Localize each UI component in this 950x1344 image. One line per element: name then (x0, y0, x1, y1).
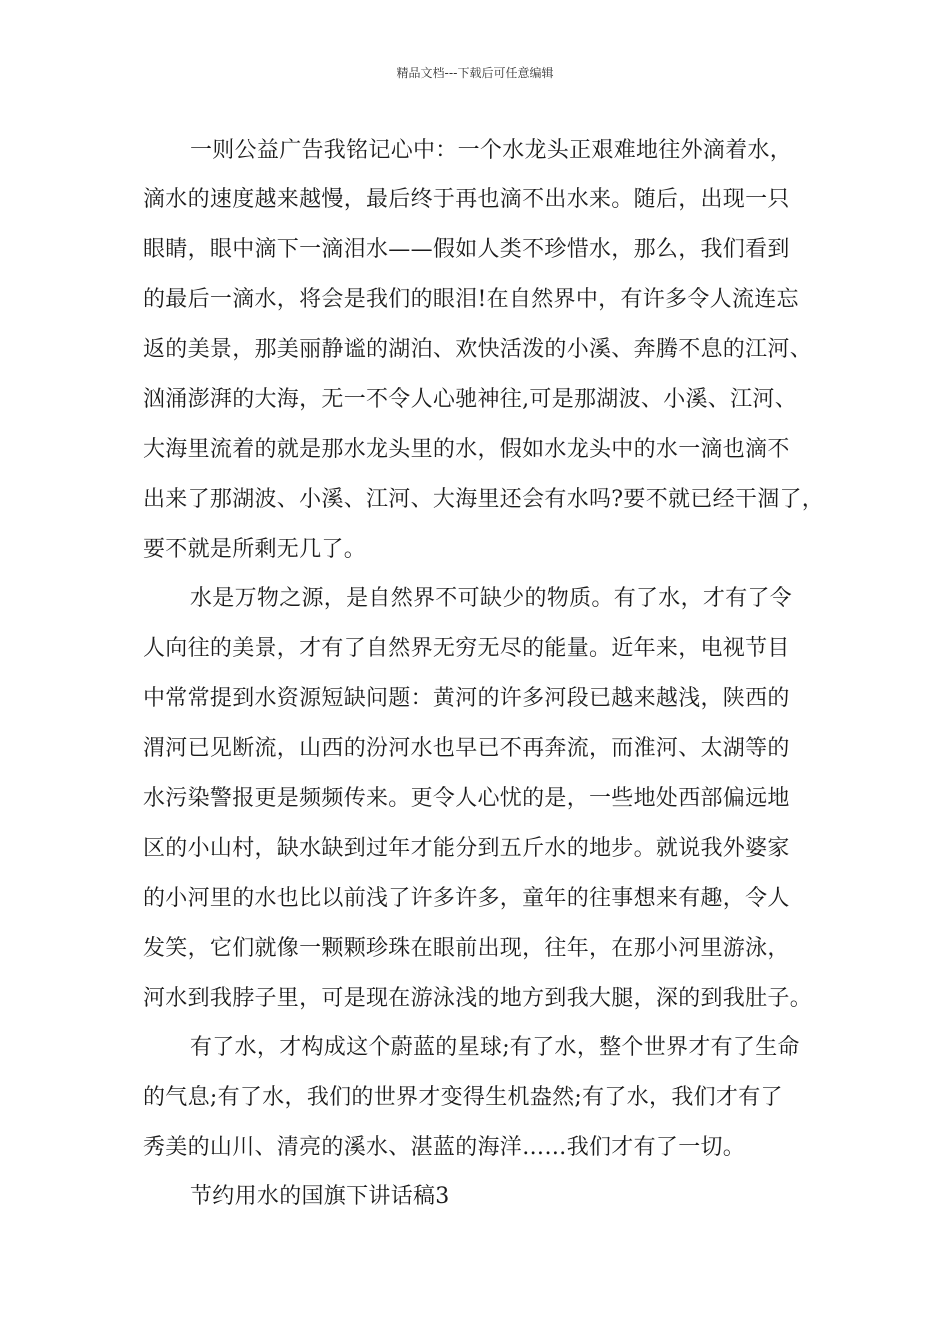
paragraph-2-line-2: 人向往的美景，才有了自然界无穷无尽的能量。近年来，电视节目 (143, 636, 790, 661)
page-header: 精品文档---下载后可任意编辑 (396, 66, 554, 80)
paragraph-2-line-7: 的小河里的水也比以前浅了许多许多，童年的往事想来有趣，令人 (143, 886, 790, 911)
paragraph-2-line-5: 水污染警报更是频频传来。更令人心忧的是，一些地处西部偏远地 (143, 786, 790, 811)
paragraph-2-line-1: 水是万物之源，是自然界不可缺少的物质。有了水，才有了令 (190, 586, 793, 611)
paragraph-1-line-1: 一则公益广告我铭记心中：一个水龙头正艰难地往外滴着水， (190, 138, 793, 163)
paragraph-2-line-4: 渭河已见断流，山西的汾河水也早已不再奔流，而淮河、太湖等的 (143, 736, 790, 761)
paragraph-3-line-3: 秀美的山川、清亮的溪水、湛蓝的海洋……我们才有了一切。 (143, 1135, 746, 1160)
paragraph-1-line-2: 滴水的速度越来越慢，最后终于再也滴不出水来。随后，出现一只 (143, 187, 790, 212)
paragraph-3-line-1: 有了水，才构成这个蔚蓝的星球;有了水，整个世界才有了生命 (190, 1035, 800, 1060)
paragraph-2-line-6: 区的小山村，缺水缺到过年才能分到五斤水的地步。就说我外婆家 (143, 836, 790, 861)
paragraph-2-line-8: 发笑，它们就像一颗颗珍珠在眼前出现，往年，在那小河里游泳， (143, 936, 790, 961)
paragraph-1-line-6: 汹涌澎湃的大海，无一不令人心驰神往,可是那湖波、小溪、江河、 (143, 387, 797, 412)
paragraph-1-line-3: 眼睛，眼中滴下一滴泪水——假如人类不珍惜水，那么，我们看到 (143, 237, 790, 262)
paragraph-1-line-9: 要不就是所剩无几了。 (143, 537, 367, 562)
paragraph-1-line-8: 出来了那湖波、小溪、江河、大海里还会有水吗?要不就已经干涸了， (143, 487, 825, 512)
paragraph-3-line-2: 的气息;有了水，我们的世界才变得生机盎然;有了水，我们才有了 (143, 1085, 783, 1110)
paragraph-2-line-3: 中常常提到水资源短缺问题：黄河的许多河段已越来越浅，陕西的 (143, 686, 790, 711)
paragraph-1-line-5: 返的美景，那美丽静谧的湖泊、欢快活泼的小溪、奔腾不息的江河、 (143, 337, 813, 362)
section-heading: 节约用水的国旗下讲话稿3 (190, 1184, 450, 1209)
paragraph-1-line-4: 的最后一滴水，将会是我们的眼泪!在自然界中，有许多令人流连忘 (143, 287, 799, 312)
paragraph-2-line-9: 河水到我脖子里，可是现在游泳浅的地方到我大腿，深的到我肚子。 (143, 986, 813, 1011)
paragraph-1-line-7: 大海里流着的就是那水龙头里的水，假如水龙头中的水一滴也滴不 (143, 437, 790, 462)
